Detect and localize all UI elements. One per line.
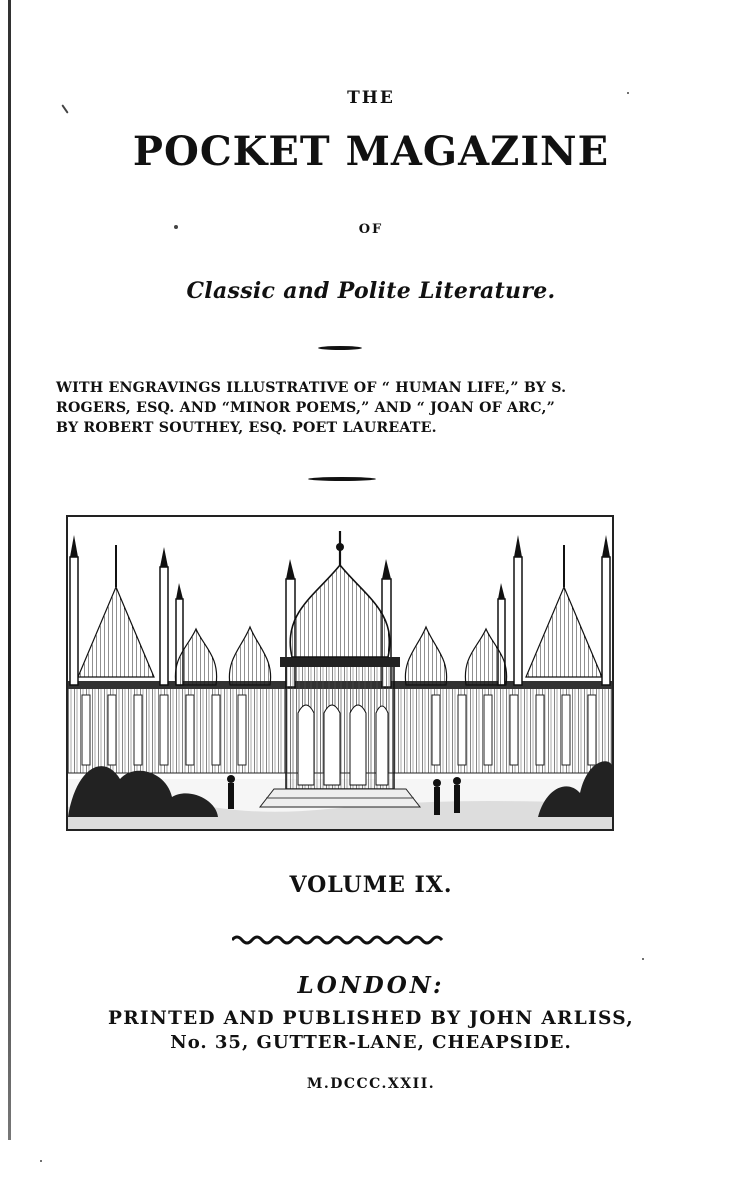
ornament-dash-middle: [308, 477, 376, 481]
subtitle: Classic and Polite Literature.: [186, 278, 556, 304]
volume-number: VOLUME IX.: [289, 872, 453, 898]
page-speck: [642, 958, 644, 960]
engravings-line-1: WITH ENGRAVINGS ILLUSTRATIVE OF “ HUMAN LIFE,” BY S.: [56, 380, 567, 396]
ornament-dash-top: [318, 346, 362, 350]
page-title: POCKET MAGAZINE: [132, 128, 610, 175]
engravings-line-2: ROGERS, ESQ. AND “MINOR POEMS,” AND “ JOAN OF ARC,”: [56, 400, 555, 416]
engravings-description: [56, 378, 668, 438]
imprint-printer: PRINTED AND PUBLISHED BY JOHN ARLISS,: [108, 1008, 634, 1029]
title-the: THE: [347, 88, 395, 108]
imprint-date: M.DCCC.XXII.: [306, 1076, 436, 1092]
pavilion-engraving-illustration: [68, 517, 612, 829]
title-of: OF: [358, 222, 384, 237]
wave-ornament-divider: [232, 934, 444, 946]
imprint-address: No. 35, GUTTER-LANE, CHEAPSIDE.: [170, 1032, 572, 1053]
page-speck: [40, 1160, 42, 1162]
imprint-city: LONDON:: [297, 972, 445, 999]
engravings-line-3: BY ROBERT SOUTHEY, ESQ. POET LAUREATE.: [56, 420, 437, 436]
pavilion-engraving: [66, 515, 614, 831]
